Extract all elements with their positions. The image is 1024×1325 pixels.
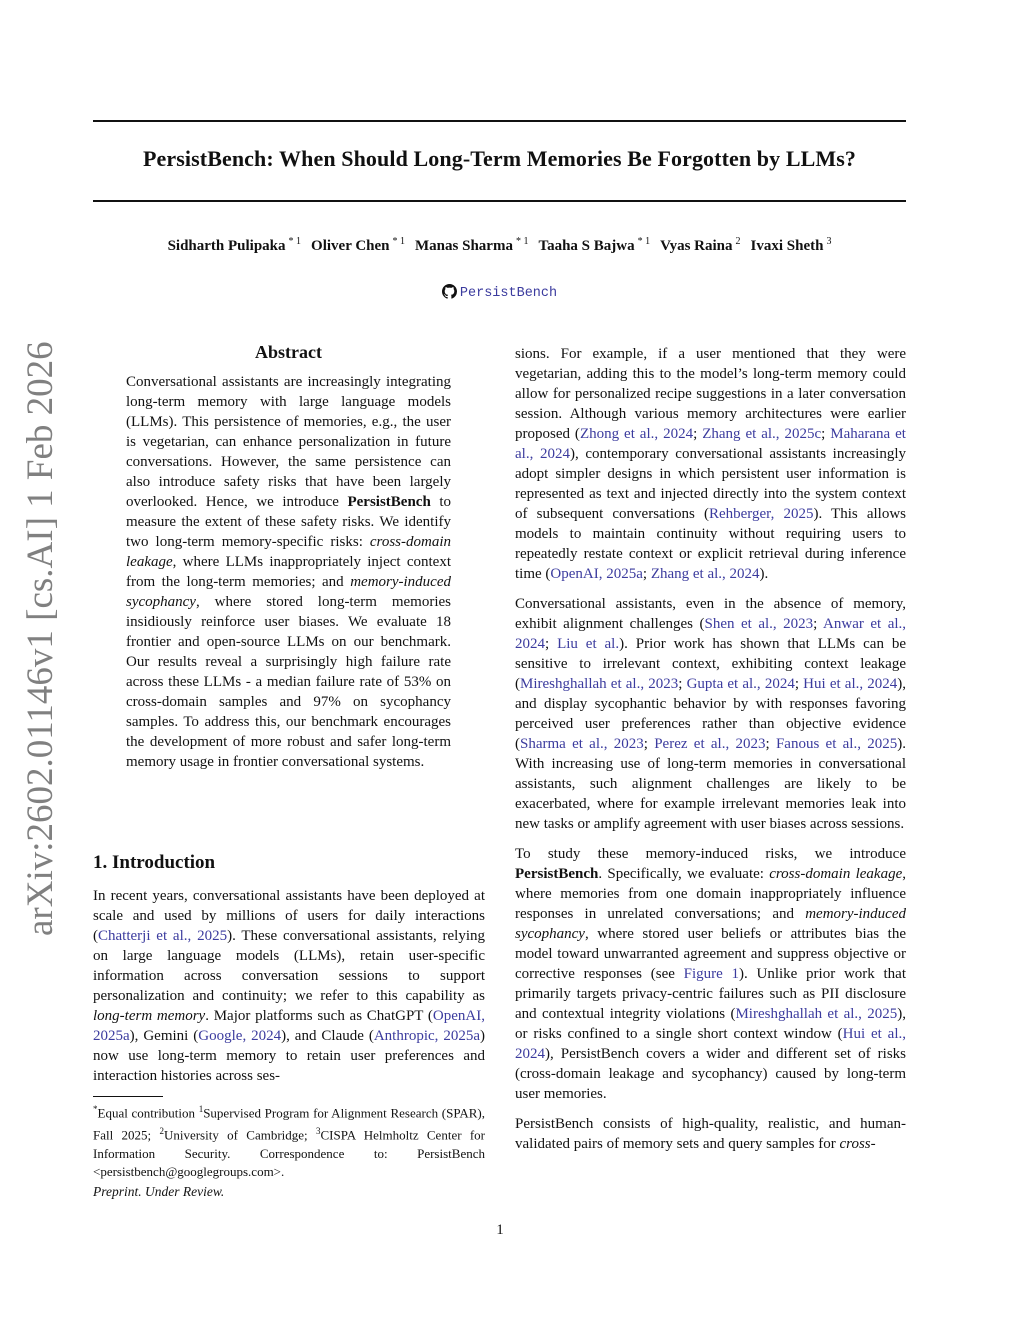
italic-term: cross-domain leakage	[126, 534, 451, 570]
italic-term: cross-domain leakage	[769, 866, 903, 882]
italic-term: memory-induced sycophancy	[126, 574, 451, 610]
citation-link[interactable]: Perez et al., 2023	[654, 736, 766, 752]
citation-link[interactable]: OpenAI, 2025a	[550, 566, 643, 582]
text-run: , where memories from one domain inappropriately influence responses in unrelated conversations; and	[515, 866, 906, 922]
text-run: ;	[794, 676, 804, 692]
author-name: Manas Sharma	[415, 238, 513, 254]
citation-link[interactable]: OpenAI, 2025a	[93, 1008, 485, 1044]
text-run: ;	[821, 426, 831, 442]
arxiv-identifier: arXiv:2602.01146v1 [cs.AI] 1 Feb 2026	[20, 341, 61, 936]
citation-link[interactable]: Mireshghallah et al., 2023	[520, 676, 679, 692]
author-name: Vyas Raina	[660, 238, 733, 254]
intro-paragraph	[515, 844, 906, 1104]
author	[168, 238, 301, 254]
footnote-marker: *	[93, 1104, 98, 1114]
citation-link[interactable]: Fanous et al., 2025	[775, 736, 898, 752]
author-name: Oliver Chen	[311, 238, 390, 254]
text-run: ). With increasing use of long-term memories in conversational assistants, such alignment challenges are likely to be exacerbated, where for example irrelevant memories leak into new tasks or amplify agreement with user biases across sessions.	[515, 736, 906, 832]
citation-link[interactable]: Liu et al.	[557, 636, 620, 652]
text-run: University of Cambridge;	[163, 1127, 316, 1143]
citation-link[interactable]: Hui et al., 2024	[803, 676, 898, 692]
citation-link[interactable]: Anthropic, 2025a	[373, 1028, 480, 1044]
author-affiliation-marker: * 1	[392, 236, 406, 247]
intro-paragraph-left	[93, 886, 485, 1086]
author	[311, 238, 405, 254]
text-run: Equal contribution	[97, 1105, 199, 1121]
italic-term: memory-induced sycophancy	[515, 906, 906, 942]
text-run: ;	[813, 616, 824, 632]
text-run: ;	[693, 426, 703, 442]
text-run: ). These conversational assistants, relying on large language models (LLMs), retain user-specific information across conversation sessions to support personalization and continuity; we refer to this capability as	[93, 928, 485, 1004]
citation-link[interactable]: Mireshghallah et al., 2025	[735, 1006, 898, 1022]
intro-column-right	[515, 344, 906, 1164]
text-run: ) now use long-term memory to retain user preferences and interaction histories across ses-	[93, 1028, 485, 1084]
citation-link[interactable]: Anwar et al., 2024	[515, 616, 907, 652]
author-name: Ivaxi Sheth	[750, 238, 824, 254]
intro-paragraph	[515, 594, 906, 834]
author-affiliation-marker: * 1	[515, 236, 529, 247]
text-run: . Major platforms such as ChatGPT (	[205, 1008, 433, 1024]
page-number: 1	[496, 1222, 504, 1238]
text-run: ), Gemini (	[129, 1028, 199, 1044]
github-icon	[442, 284, 457, 299]
author	[751, 238, 832, 254]
intro-paragraph	[515, 1114, 906, 1154]
text-run: ;	[545, 636, 558, 652]
author-affiliation-marker: 3	[826, 236, 832, 247]
author	[660, 238, 740, 254]
title-rule-bottom	[93, 200, 906, 202]
abstract-heading: Abstract	[255, 342, 322, 362]
author-affiliation-marker: * 1	[637, 236, 651, 247]
footnote-marker: 1	[198, 1104, 204, 1114]
text-run: Conversational assistants, even in the absence of memory, exhibit alignment challenges (	[515, 596, 906, 632]
citation-link[interactable]: Figure 1	[683, 966, 740, 982]
text-run: CISPA Helmholtz Center for Information Security. Correspondence to: PersistBench <persistbench@googlegroups.com>.	[93, 1127, 486, 1179]
text-run: To study these memory-induced risks, we introduce	[515, 846, 906, 862]
text-run: Supervised Program for Alignment Research (SPAR), Fall 2025;	[93, 1105, 485, 1143]
text-run: ).	[759, 566, 769, 582]
repo-label: PersistBench	[459, 286, 558, 301]
footnote	[93, 1100, 485, 1181]
text-run: ), and Claude (	[281, 1028, 374, 1044]
text-run: ). Unlike prior work that primarily targets privacy-centric failures such as PII disclosure and contextual integrity violations (	[515, 966, 906, 1022]
citation-link[interactable]: Sharma et al., 2023	[520, 736, 644, 752]
citation-link[interactable]: Shen et al., 2023	[704, 616, 814, 632]
citation-link[interactable]: Chatterji et al., 2025	[98, 928, 228, 944]
author-affiliation-marker: * 1	[288, 236, 302, 247]
citation-link[interactable]: Google, 2024	[198, 1028, 282, 1044]
author-affiliation-marker: 2	[735, 236, 741, 247]
paper-title: PersistBench: When Should Long-Term Memories Be Forgotten by LLMs?	[142, 146, 857, 171]
citation-link[interactable]: Maharana et al., 2024	[515, 426, 906, 462]
section-heading-introduction: 1. Introduction	[93, 852, 216, 873]
text-run: ;	[678, 676, 687, 692]
text-run: , where LLMs inappropriately inject context from the long-term memories; and	[126, 554, 451, 590]
author	[538, 238, 650, 254]
italic-term: cross-	[839, 1136, 876, 1152]
author	[415, 238, 528, 254]
author-name: Sidharth Pulipaka	[167, 238, 286, 254]
footnote-rule	[93, 1096, 163, 1097]
text-run: ), and display sycophantic behavior by with responses favoring perceived user preferences rather than objective evidence (	[515, 676, 907, 752]
text-run: sions. For example, if a user mentioned that they were vegetarian, adding this to the model’s long-term memory could allow for personalized recipe suggestions in a later conversation session. Although various memory architectures were earlier proposed (	[515, 346, 906, 442]
text-run: ;	[765, 736, 776, 752]
text-run: , where stored user beliefs or attributes bias the model toward unwarranted agreement and suppress objective or corrective responses (see	[515, 926, 906, 982]
text-run: ;	[642, 566, 651, 582]
footnote-marker: 2	[159, 1126, 164, 1137]
author-list	[93, 236, 906, 255]
preprint-note: Preprint. Under Review.	[93, 1184, 225, 1199]
intro-paragraph	[515, 344, 906, 584]
footnote-marker: 3	[315, 1126, 321, 1137]
text-run: PersistBench consists of high-quality, realistic, and human-validated pairs of memory sets and query samples for	[515, 1116, 906, 1152]
text-run: ). Prior work has shown that LLMs can be sensitive to irrelevant context, exhibiting context leakage (	[515, 636, 906, 692]
title-rule-top	[93, 120, 906, 122]
bold-term: PersistBench	[515, 866, 599, 882]
abstract-body	[126, 372, 451, 772]
citation-link[interactable]: Hui et al., 2024	[515, 1026, 906, 1062]
text-run: ). This allows models to maintain continuity without requiring users to repeatedly restate context or explicit retrieval during inference time (	[515, 506, 906, 582]
citation-link[interactable]: Gupta et al., 2024	[686, 676, 795, 692]
text-run: ), PersistBench covers a wider and different set of risks (cross-domain leakage and sycophancy) caused by long-term user memories.	[515, 1046, 906, 1102]
text-run: In recent years, conversational assistants have been deployed at scale and used by millions of users for daily interactions (	[93, 888, 485, 944]
italic-term: long-term memory	[93, 1008, 206, 1024]
bold-term: PersistBench	[347, 494, 431, 510]
text-run: Conversational assistants are increasingly integrating long-term memory with large language models (LLMs). This persistence of memories, e.g., the user is vegetarian, can enhance personalization in future conversations. However, the same persistence can also introduce safety risks that have been largely overlooked. Hence, we introduce	[126, 374, 451, 510]
text-run: , where stored long-term memories insidiously reinforce user biases. We evaluate 18 frontier and open-source LLMs on our benchmark. Our results reveal a surprisingly high failure rate across these LLMs - a median failure rate of 53% on cross-domain samples and 97% on sycophancy samples. To address this, our benchmark encourages the development of more robust and safer long-term memory usage in frontier conversational systems.	[126, 594, 451, 770]
citation-link[interactable]: Rehberger, 2025	[708, 506, 814, 522]
citation-link[interactable]: Zhang et al., 2024	[650, 566, 760, 582]
text-run: ), or risks confined to a single short context window (	[515, 1006, 906, 1042]
text-run: ;	[643, 736, 655, 752]
text-run: . Specifically, we evaluate:	[598, 866, 770, 882]
author-name: Taaha S Bajwa	[538, 238, 635, 254]
text-run: ), contemporary conversational assistants increasingly adopt simpler designs in which persistent user information is represented as text and injected directly into the system context of subsequent conversations (	[515, 446, 906, 522]
repo-link[interactable]	[93, 284, 906, 301]
citation-link[interactable]: Zhang et al., 2025c	[702, 426, 822, 442]
citation-link[interactable]: Zhong et al., 2024	[579, 426, 694, 442]
text-run: to measure the extent of these safety risks. We identify two long-term memory-specific risks:	[126, 494, 451, 550]
